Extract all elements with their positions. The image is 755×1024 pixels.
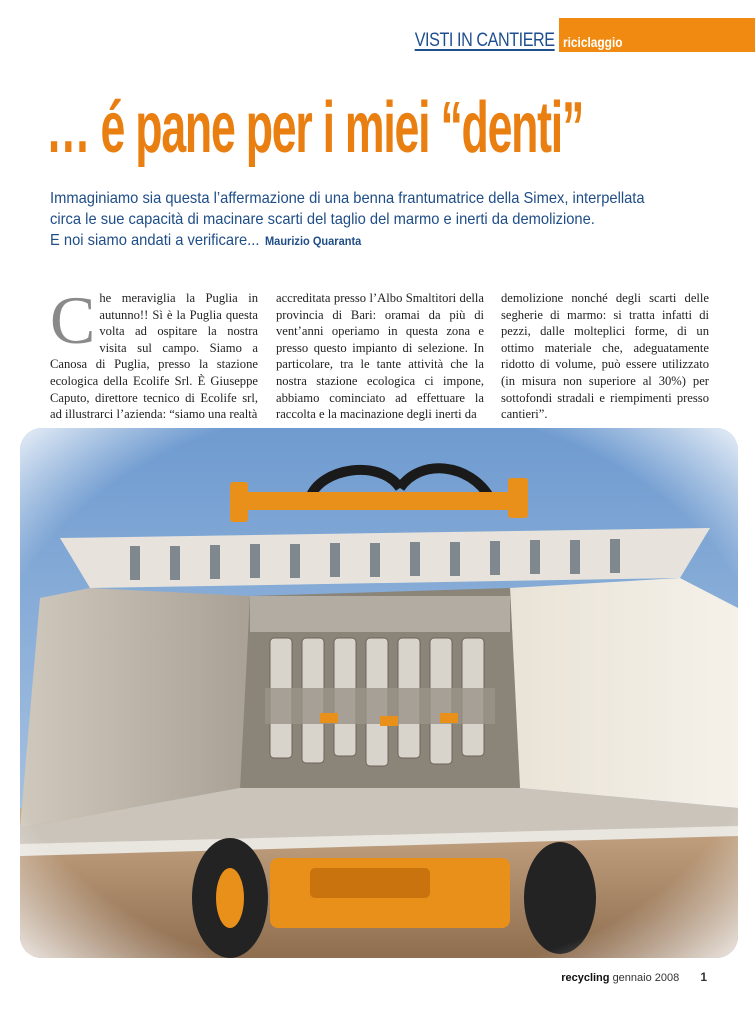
lead-line-1: Immaginiamo sia questa l’affermazione di una benna frantumatrice della Simex, interpellata	[50, 190, 645, 207]
issue-date: gennaio 2008	[612, 972, 680, 984]
article-lead	[50, 188, 710, 252]
column-1-text: he meraviglia la Puglia in autunno!! Sì è la Puglia questa volta ad ospitare la nostra visita sul campo. Siamo a Canosa di Puglia, presso la stazione ecologica della Ecolife Srl. È Giuseppe Caputo, direttore tecnico di Ecolife srl, ad illustrarci l’azienda: “siamo una realtà	[50, 291, 258, 422]
drop-cap: C	[50, 282, 96, 358]
page-number: 1	[700, 970, 707, 984]
section-tag: riciclaggio	[563, 34, 623, 50]
body-column-1	[50, 282, 258, 423]
body-column-2: accreditata presso l’Albo Smaltitori della provincia di Bari: oramai da più di vent’anni operiamo in questa zona e presso questo impianto di selezione. In particolare, tra le tante attività che la nostra stazione ecologica ci impone, abbiamo cominciato ad effettuare la raccolta e la macinazione degli inerti da	[276, 291, 484, 422]
section-tab	[559, 18, 755, 52]
section-label	[415, 30, 555, 52]
lead-line-3-text: E noi siamo andati a verificare...	[50, 232, 260, 249]
bucket-crusher-photo	[20, 428, 738, 958]
lead-line-2: circa le sue capacità di macinare scarti del taglio del marmo e inerti da demolizione.	[50, 211, 595, 228]
author-name: Maurizio Quaranta	[264, 234, 362, 248]
article-title: … é pane per i miei “denti”	[46, 88, 584, 168]
page-footer	[561, 970, 707, 984]
section-name: VISTI IN CANTIERE	[415, 30, 555, 51]
body-column-3: demolizione nonché degli scarti delle segherie di marmo: si tratta infatti di pezzi, dalle molteplici forme, di un ottimo materiale che, adeguatamente ridotto di volume, può essere utilizzato (in misura non superiore al 30%) per sottofondi stradali e riempimenti presso cantieri”.	[501, 291, 709, 422]
lead-line-3	[50, 230, 657, 252]
magazine-name: recycling	[561, 972, 610, 984]
page-header	[0, 18, 755, 52]
